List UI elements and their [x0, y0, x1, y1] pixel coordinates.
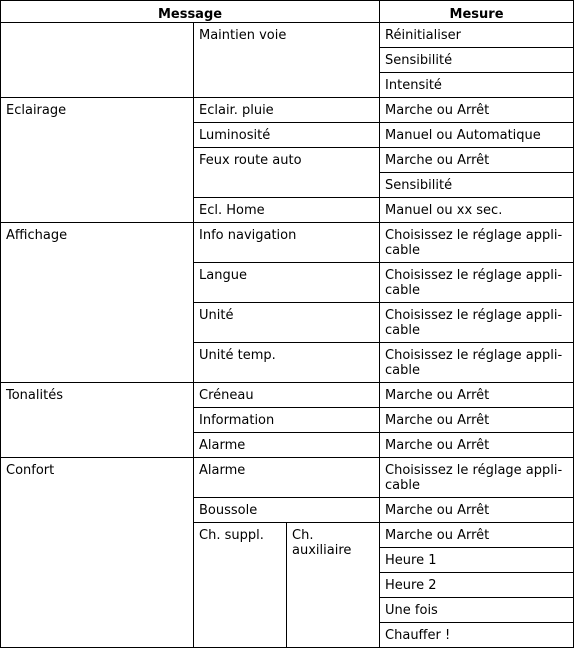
message-ch-suppl: Ch. suppl.	[194, 523, 287, 648]
mesure-intensite: Intensité	[380, 73, 574, 98]
mesure-marche-arret: Marche ou Arrêt	[380, 408, 574, 433]
mesure-marche-arret: Marche ou Arrêt	[380, 433, 574, 458]
message-alarme: Alarme	[194, 458, 380, 498]
message-ch-auxiliaire: Ch. auxiliaire	[287, 523, 380, 648]
mesure-une-fois: Une fois	[380, 598, 574, 623]
mesure-chauffer: Chauffer !	[380, 623, 574, 648]
mesure-marche-arret: Marche ou Arrêt	[380, 148, 574, 173]
message-info-navigation: Info navigation	[194, 223, 380, 263]
mesure-marche-arret: Marche ou Arrêt	[380, 498, 574, 523]
category-confort: Confort	[1, 458, 194, 648]
mesure-heure-2: Heure 2	[380, 573, 574, 598]
category-tonalites: Tonalités	[1, 383, 194, 458]
message-information: Information	[194, 408, 380, 433]
category-affichage: Affichage	[1, 223, 194, 383]
category-eclairage: Eclairage	[1, 98, 194, 223]
mesure-marche-arret: Marche ou Arrêt	[380, 523, 574, 548]
mesure-choisissez: Choisissez le réglage appli-cable	[380, 263, 574, 303]
mesure-heure-1: Heure 1	[380, 548, 574, 573]
category-cell-empty	[1, 23, 194, 98]
message-ecl-home: Ecl. Home	[194, 198, 380, 223]
message-langue: Langue	[194, 263, 380, 303]
message-boussole: Boussole	[194, 498, 380, 523]
mesure-manuel-xx: Manuel ou xx sec.	[380, 198, 574, 223]
mesure-marche-arret: Marche ou Arrêt	[380, 98, 574, 123]
mesure-sensibilite: Sensibilité	[380, 173, 574, 198]
mesure-choisissez: Choisissez le réglage appli-cable	[380, 343, 574, 383]
message-creneau: Créneau	[194, 383, 380, 408]
message-feux-route-auto: Feux route auto	[194, 148, 380, 198]
message-unite-temp: Unité temp.	[194, 343, 380, 383]
message-maintien-voie: Maintien voie	[194, 23, 380, 98]
mesure-sensibilite: Sensibilité	[380, 48, 574, 73]
mesure-choisissez: Choisissez le réglage appli-cable	[380, 303, 574, 343]
mesure-choisissez: Choisissez le réglage appli-cable	[380, 223, 574, 263]
header-message: Message	[1, 1, 380, 23]
message-luminosite: Luminosité	[194, 123, 380, 148]
message-eclair-pluie: Eclair. pluie	[194, 98, 380, 123]
mesure-choisissez: Choisissez le réglage appli-cable	[380, 458, 574, 498]
mesure-reinitialiser: Réinitialiser	[380, 23, 574, 48]
mesure-marche-arret: Marche ou Arrêt	[380, 383, 574, 408]
header-mesure: Mesure	[380, 1, 574, 23]
mesure-manuel-auto: Manuel ou Automatique	[380, 123, 574, 148]
message-unite: Unité	[194, 303, 380, 343]
message-alarme: Alarme	[194, 433, 380, 458]
